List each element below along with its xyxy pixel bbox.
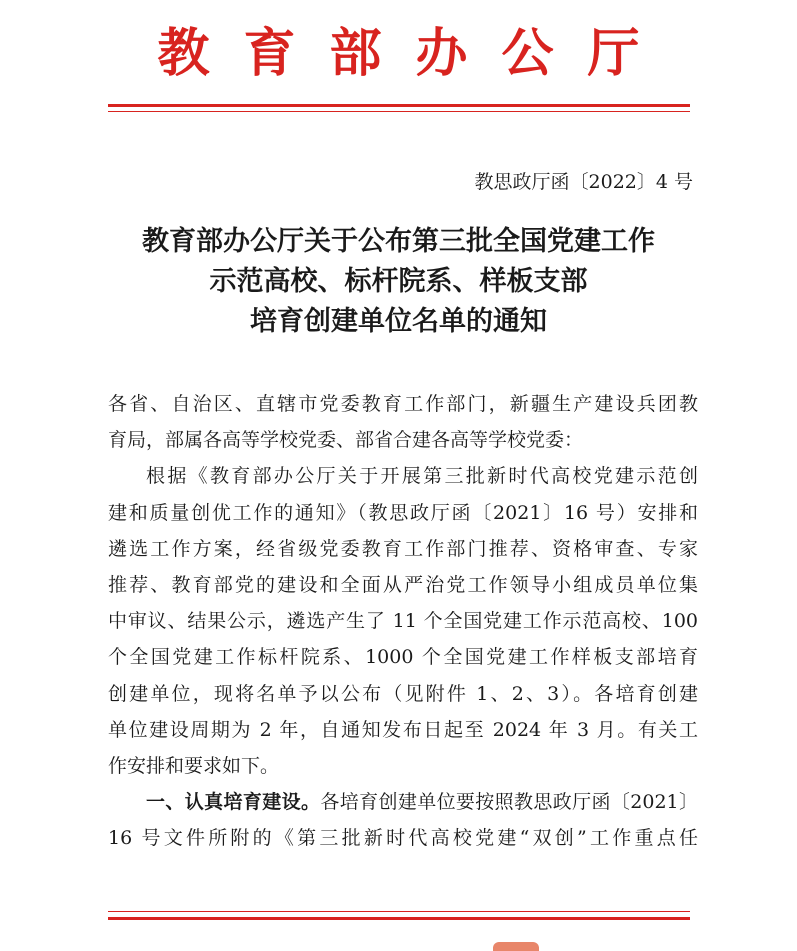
masthead-rule-thin — [108, 111, 690, 112]
body-line: 遴选工作方案，经省级党委教育工作部门推荐、资格审查、专家 — [108, 537, 698, 560]
footer-rule-thick — [108, 917, 690, 920]
document-title — [0, 222, 797, 342]
section-heading-line — [108, 784, 698, 820]
body-line: 推荐、教育部党的建设和全面从严治党工作领导小组成员单位集 — [108, 574, 698, 597]
body-line: 中审议、结果公示，遴选产生了 11 个全国党建工作示范高校、100 — [108, 610, 698, 633]
section-heading: 一、认真培育建设。 — [146, 791, 321, 814]
body-line: 建和质量创优工作的通知》（教思政厅函〔2021〕16 号）安排和 — [108, 501, 698, 524]
stamp-edge — [493, 942, 539, 951]
body-line: 各省、自治区、直辖市党委教育工作部门，新疆生产建设兵团教 — [108, 393, 698, 415]
body-line: 根据《教育部办公厅关于开展第三批新时代高校党建示范创 — [146, 465, 698, 488]
document-body — [108, 386, 698, 857]
body-line: 16 号文件所附的《第三批新时代高校党建“双创”工作重点任 — [108, 827, 698, 850]
body-line: 创建单位，现将名单予以公布（见附件 1、2、3）。各培育创建 — [108, 682, 698, 705]
title-line: 示范高校、标杆院系、样板支部 — [209, 266, 588, 297]
body-line: 个全国党建工作标杆院系、1000 个全国党建工作样板支部培育 — [108, 646, 698, 669]
body-line: 育局，部属各高等学校党委、部省合建各高等学校党委： — [108, 429, 584, 452]
title-line: 培育创建单位名单的通知 — [250, 306, 547, 337]
section-text: 各培育创建单位要按照教思政厅函〔2021〕 — [320, 791, 698, 814]
masthead-rule-thick — [108, 104, 690, 107]
document-number: 教思政厅函〔2022〕4 号 — [474, 171, 693, 193]
body-line: 作安排和要求如下。 — [108, 755, 280, 778]
title-line: 教育部办公厅关于公布第三批全国党建工作 — [142, 226, 655, 257]
footer-rule-thin — [108, 911, 690, 912]
masthead: 教育部办公厅 — [157, 23, 674, 84]
body-line: 单位建设周期为 2 年，自通知发布日起至 2024 年 3 月。有关工 — [108, 718, 698, 741]
